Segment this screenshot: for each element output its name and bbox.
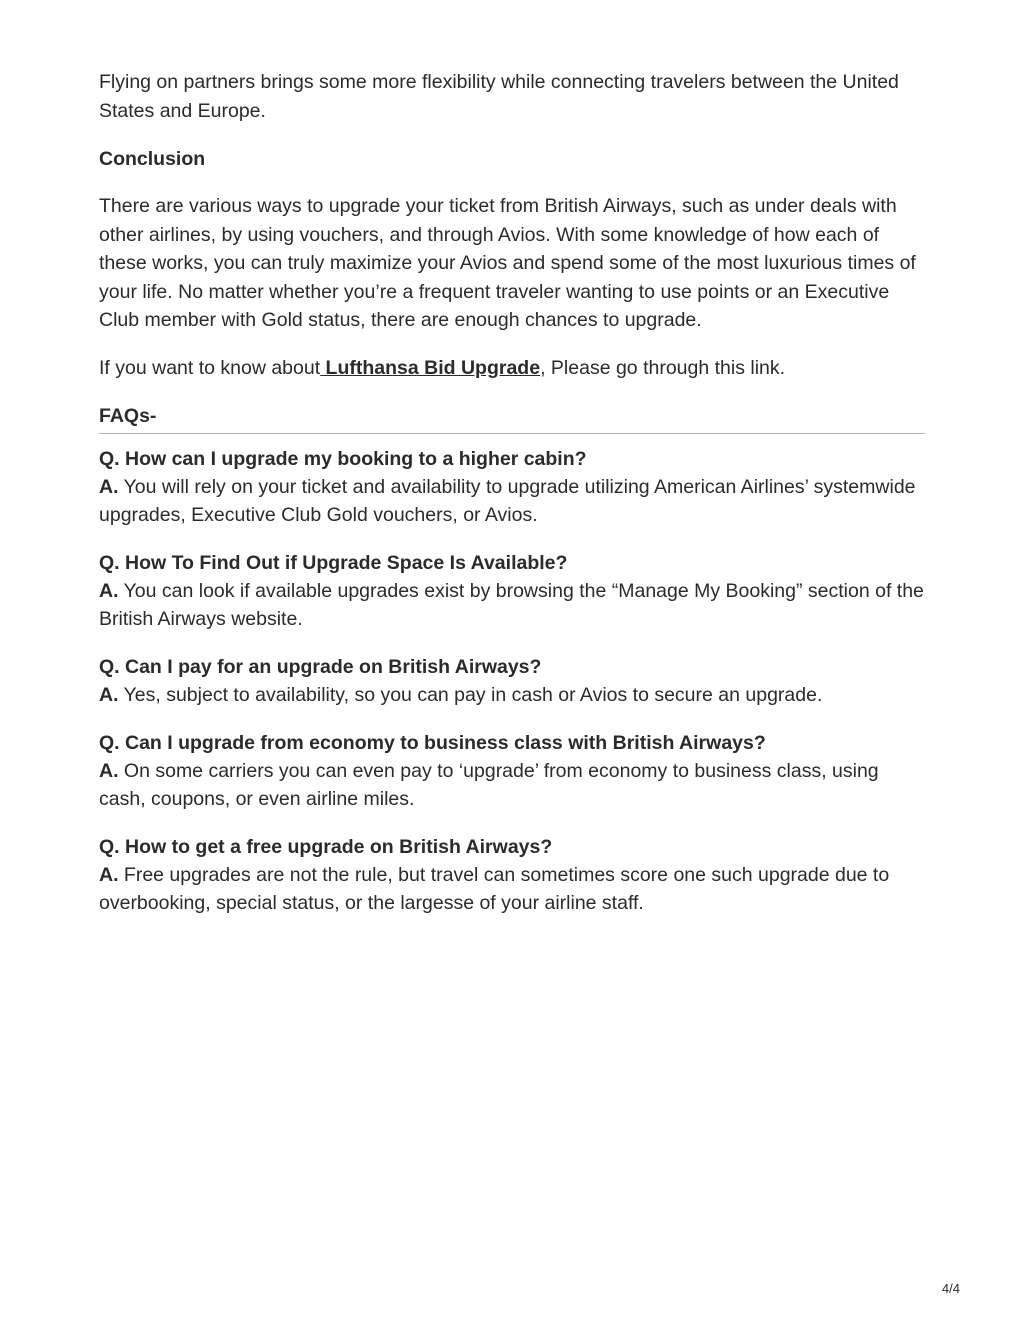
lufthansa-bid-upgrade-link[interactable]: Lufthansa Bid Upgrade — [320, 356, 541, 379]
conclusion-heading: Conclusion — [99, 148, 206, 170]
article-content — [99, 68, 925, 937]
faq-answer — [99, 577, 925, 633]
faq-answer-prefix: A. — [99, 760, 119, 782]
faq-answer-prefix: A. — [99, 580, 119, 602]
faq-answer — [99, 473, 925, 529]
conclusion-paragraph: There are various ways to upgrade your ticket from British Airways, such as under deals with other airlines, by using vouchers, and through Avios. With some knowledge of how each of these works, you can truly maximize your Avios and spend some of the most luxurious times of your life. No matter whether you’re a frequent traveler wanting to use points or an Executive Club member with Gold status, there are enough chances to upgrade. — [99, 195, 916, 331]
faq-answer-prefix: A. — [99, 684, 119, 706]
faq-answer — [99, 681, 925, 709]
faq-answer — [99, 861, 925, 917]
faq-answer-text: You will rely on your ticket and availability to upgrade utilizing American Airlines’ systemwide upgrades, Executive Club Gold vouchers, or Avios. — [99, 476, 916, 526]
faq-item — [99, 445, 925, 529]
faq-answer-prefix: A. — [99, 864, 119, 886]
link-sentence-before: If you want to know about — [99, 356, 321, 379]
link-sentence-after: , Please go through this link. — [540, 356, 786, 379]
faq-answer — [99, 757, 925, 813]
faq-question: Q. How to get a free upgrade on British Airways? — [99, 836, 553, 858]
faq-answer-text: Yes, subject to availability, so you can pay in cash or Avios to secure an upgrade. — [118, 684, 823, 706]
faq-item — [99, 653, 925, 709]
faq-item — [99, 729, 925, 813]
faq-item — [99, 833, 925, 917]
link-sentence — [99, 354, 925, 383]
faq-question: Q. How can I upgrade my booking to a higher cabin? — [99, 448, 587, 470]
faq-item — [99, 549, 925, 633]
intro-paragraph: Flying on partners brings some more flexibility while connecting travelers between the United States and Europe. — [99, 71, 899, 122]
page-number: 4/4 — [941, 1281, 960, 1296]
faq-question: Q. How To Find Out if Upgrade Space Is Available? — [99, 552, 568, 574]
faqs-heading: FAQs- — [99, 402, 925, 434]
faq-answer-text: You can look if available upgrades exist by browsing the “Manage My Booking” section of the British Airways website. — [99, 580, 924, 630]
faq-answer-text: On some carriers you can even pay to ‘upgrade’ from economy to business class, using cash, coupons, or even airline miles. — [99, 760, 879, 810]
faq-answer-prefix: A. — [99, 476, 119, 498]
faq-question: Q. Can I upgrade from economy to business class with British Airways? — [99, 732, 766, 754]
faq-question: Q. Can I pay for an upgrade on British Airways? — [99, 656, 542, 678]
faq-answer-text: Free upgrades are not the rule, but travel can sometimes score one such upgrade due to overbooking, special status, or the largesse of your airline staff. — [99, 864, 890, 914]
